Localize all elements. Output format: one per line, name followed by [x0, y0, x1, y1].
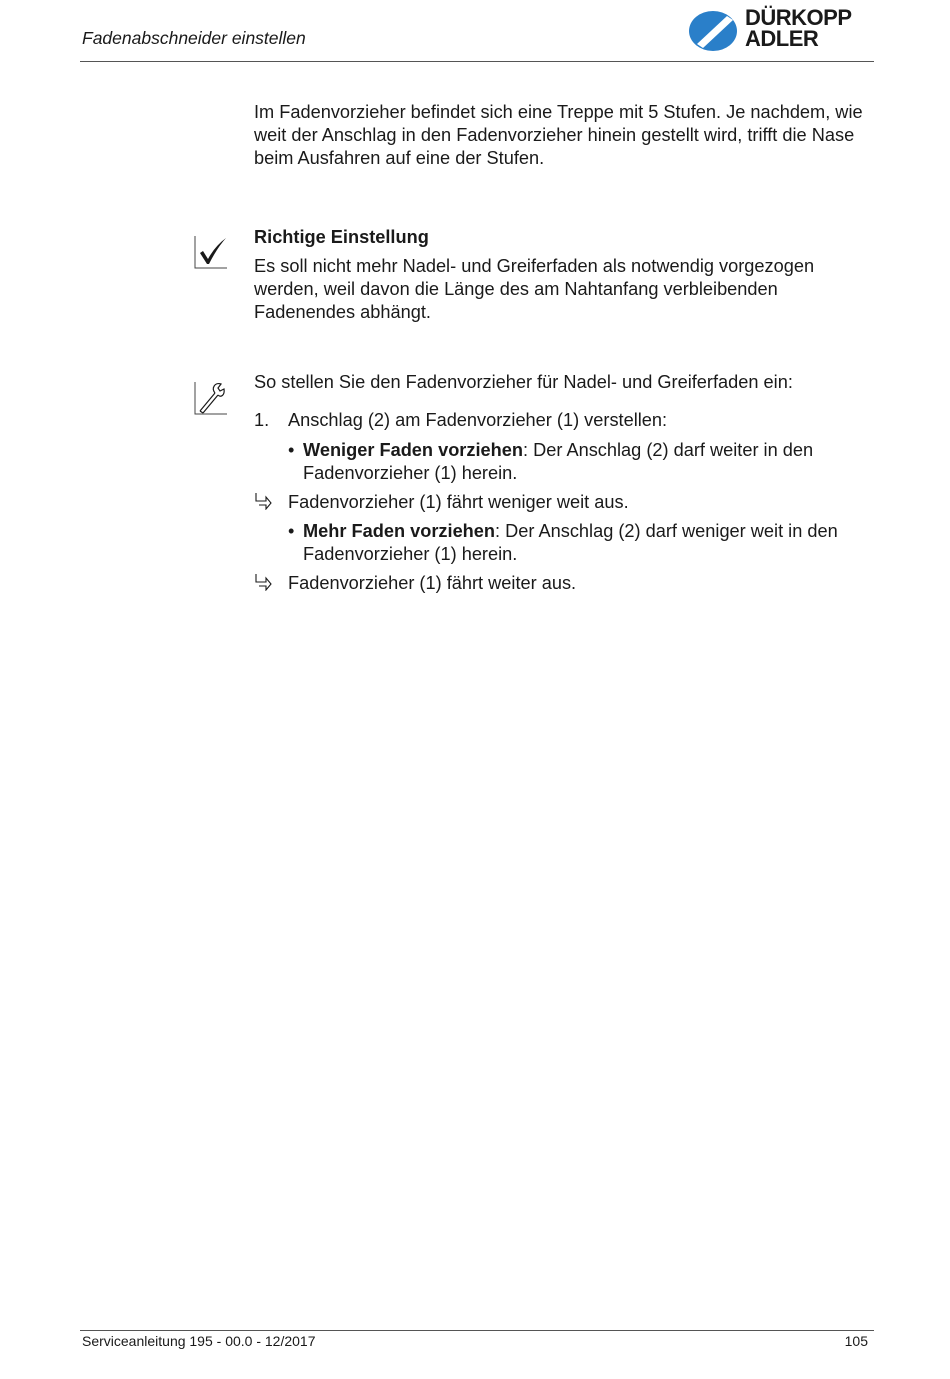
footer-document-info: Serviceanleitung 195 - 00.0 - 12/2017: [82, 1333, 316, 1349]
option-text: [303, 520, 873, 566]
procedure-intro: [254, 371, 874, 394]
duerkopp-adler-logo: [687, 6, 877, 56]
intro-paragraph: [254, 101, 874, 170]
note-text: Es soll nicht mehr Nadel- und Greiferfaden als notwendig vorgezogen werden, weil davon die Länge des am Nahtanfang verbleibenden Fadenendes abhängt.: [254, 256, 815, 322]
intro-paragraph-text: Im Fadenvorzieher befindet sich eine Treppe mit 5 Stufen. Je nachdem, wie weit der Anschlag in den Fadenvorzieher hinein gestellt wird, trifft die Nase beim Ausfahren auf eine der Stufen.: [254, 102, 863, 168]
checkmark-icon: [193, 234, 229, 270]
result-less-thread: Fadenvorzieher (1) fährt weniger weit aus.: [288, 492, 629, 512]
option-bold-label: Weniger Faden vorziehen: [303, 440, 523, 460]
bullet-icon: •: [288, 440, 295, 460]
logo-line-2: ADLER: [745, 26, 819, 51]
option-description: : Der Anschlag (2) darf weniger weit in den Fadenvorzieher (1) herein.: [303, 521, 838, 564]
running-header-title: Fadenabschneider einstellen: [82, 28, 306, 48]
step-number: 1.: [254, 410, 270, 430]
option-text: [303, 439, 873, 485]
bullet-icon: •: [288, 521, 295, 541]
option-bold-label: Mehr Faden vorziehen: [303, 521, 496, 541]
option-description: : Der Anschlag (2) darf weiter in den Fadenvorzieher (1) herein.: [303, 440, 814, 483]
procedure-intro-text: So stellen Sie den Fadenvorzieher für Nadel- und Greiferfaden ein:: [254, 372, 793, 392]
logo-line-1: DÜRKOPP: [745, 5, 852, 30]
step-text: Anschlag (2) am Fadenvorzieher (1) verstellen:: [288, 410, 668, 430]
logo-wordmark: [745, 7, 852, 49]
logo-mark-icon: [687, 10, 739, 52]
note-correct-setting: [254, 226, 874, 324]
result-arrow-icon: [254, 573, 272, 591]
header-divider: [80, 61, 874, 62]
note-title: Richtige Einstellung: [254, 227, 429, 247]
result-more-thread: Fadenvorzieher (1) fährt weiter aus.: [288, 573, 577, 593]
result-arrow-icon: [254, 492, 272, 510]
wrench-icon: [193, 380, 229, 416]
page-number: 105: [844, 1333, 868, 1349]
footer-divider: [80, 1330, 874, 1331]
